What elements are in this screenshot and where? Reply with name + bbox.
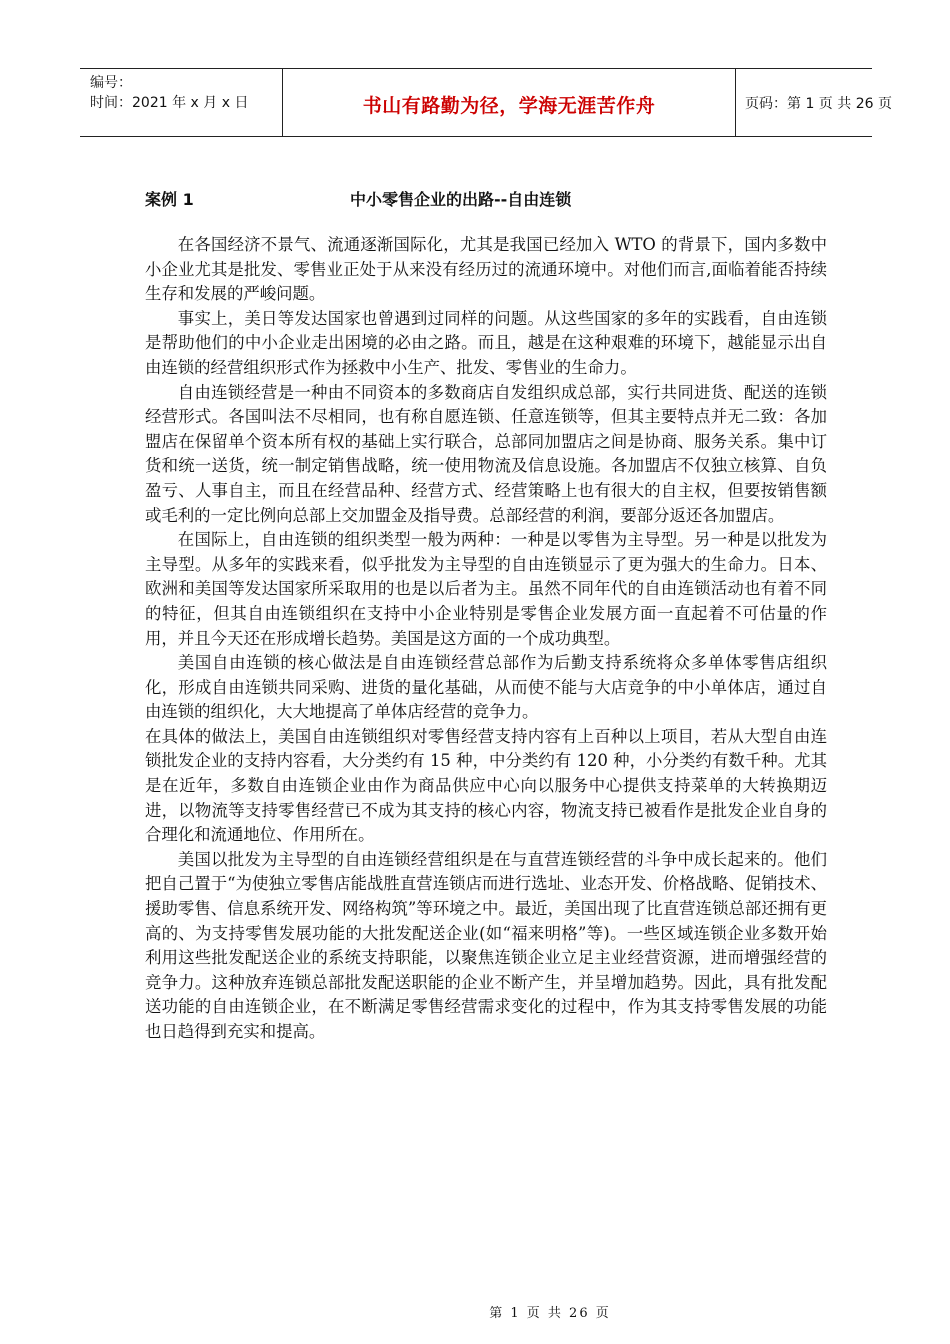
header-table (80, 68, 892, 137)
paragraph: 事实上，美日等发达国家也曾遇到过同样的问题。从这些国家的多年的实践看，自由连锁是帮助他们的中小企业走出困境的必由之路。而且，越是在这种艰难的环境下，越能显示出自由连锁的经营组织形式作为拯救中小生产、批发、零售业的生命力。 (145, 308, 827, 377)
article-body (145, 233, 827, 1045)
header-motto-cell (282, 69, 736, 136)
paragraph: 在具体的做法上，美国自由连锁组织对零售经营支持内容有上百种以上项目，若从大型自由连锁批发企业的支持内容看，大分类约有 15 种，中分类约有 120 种，小分类约有数千种。尤其是在近年，多数自由连锁企业由作为商品供应中心向以服务中心提供支持菜单的大转换期迈进，以物流等支持零售经营已不成为其支持的核心内容，物流支持已被看作是批发企业自身的合理化和流通地位、作用所在。 (145, 726, 827, 845)
case-title: 中小零售企业的出路--自由连锁 (350, 190, 572, 209)
footer-page-number: 第 1 页 共 26 页 (489, 1306, 611, 1321)
header-page-cell (735, 69, 892, 136)
case-label: 案例 1 (145, 190, 194, 209)
paragraph: 自由连锁经营是一种由不同资本的多数商店自发组织成总部，实行共同进货、配送的连锁经营形式。各国叫法不尽相同，也有称自愿连锁、任意连锁等，但其主要特点并无二致：各加盟店在保留单个资本所有权的基础上实行联合，总部同加盟店之间是协商、服务关系。集中订货和统一送货，统一制定销售战略，统一使用物流及信息设施。各加盟店不仅独立核算、自负盈亏、人事自主，而且在经营品种、经营方式、经营策略上也有很大的自主权，但要按销售额或毛利的一定比例向总部上交加盟金及指导费。总部经营的利润，要部分返还各加盟店。 (145, 382, 827, 525)
page-info: 页码：第 1 页 共 26 页 (745, 96, 892, 112)
paragraph: 美国以批发为主导型的自由连锁经营组织是在与直营连锁经营的斗争中成长起来的。他们把自己置于“为使独立零售店能战胜直营连锁店而进行选址、业态开发、价格战略、促销技术、援助零售、信息系统开发、网络构筑”等环境之中。最近，美国出现了比直营连锁总部还拥有更高的、为支持零售发展功能的大批发配送企业(如“福来明格”等)。一些区域连锁企业多数开始利用这些批发配送企业的系统支持职能，以聚焦连锁企业立足主业经营资源，进而增强经营的竞争力。这种放弃连锁总部批发配送职能的企业不断产生，并呈增加趋势。因此，具有批发配送功能的自由连锁企业，在不断满足零售经营需求变化的过程中，作为其支持零售发展的功能也日趋得到充实和提高。 (145, 849, 827, 1041)
page-footer (0, 1302, 950, 1321)
paragraph: 在国际上，自由连锁的组织类型一般为两种：一种是以零售为主导型。另一种是以批发为主导型。从多年的实践来看，似乎批发为主导型的自由连锁显示了更为强大的生命力。日本、欧洲和美国等发达国家所采取用的也是以后者为主。虽然不同年代的自由连锁活动也有着不同的特征，但其自由连锁组织在支持中小企业特别是零售企业发展方面一直起着不可估量的作用，并且今天还在形成增长趋势。美国是这方面的一个成功典型。 (145, 530, 827, 648)
header-meta-cell (80, 69, 282, 136)
motto-text: 书山有路勤为径，学海无涯苦作舟 (362, 95, 656, 117)
paragraph: 在各国经济不景气、流通逐渐国际化，尤其是我国已经加入 WTO 的背景下，国内多数中小企业尤其是批发、零售业正处于从来没有经历过的流通环境中。对他们而言,面临着能否持续生存和发展的严峻问题。 (145, 235, 827, 304)
document-date: 时间：2021 年 x 月 x 日 (90, 95, 249, 111)
document-number: 编号： (90, 75, 132, 91)
paragraph: 美国自由连锁的核心做法是自由连锁经营总部作为后勤支持系统将众多单体零售店组织化，形成自由连锁共同采购、进货的量化基础，从而使不能与大店竞争的中小单体店，通过自由连锁的组织化，大大地提高了单体店经营的竞争力。 (145, 653, 827, 722)
